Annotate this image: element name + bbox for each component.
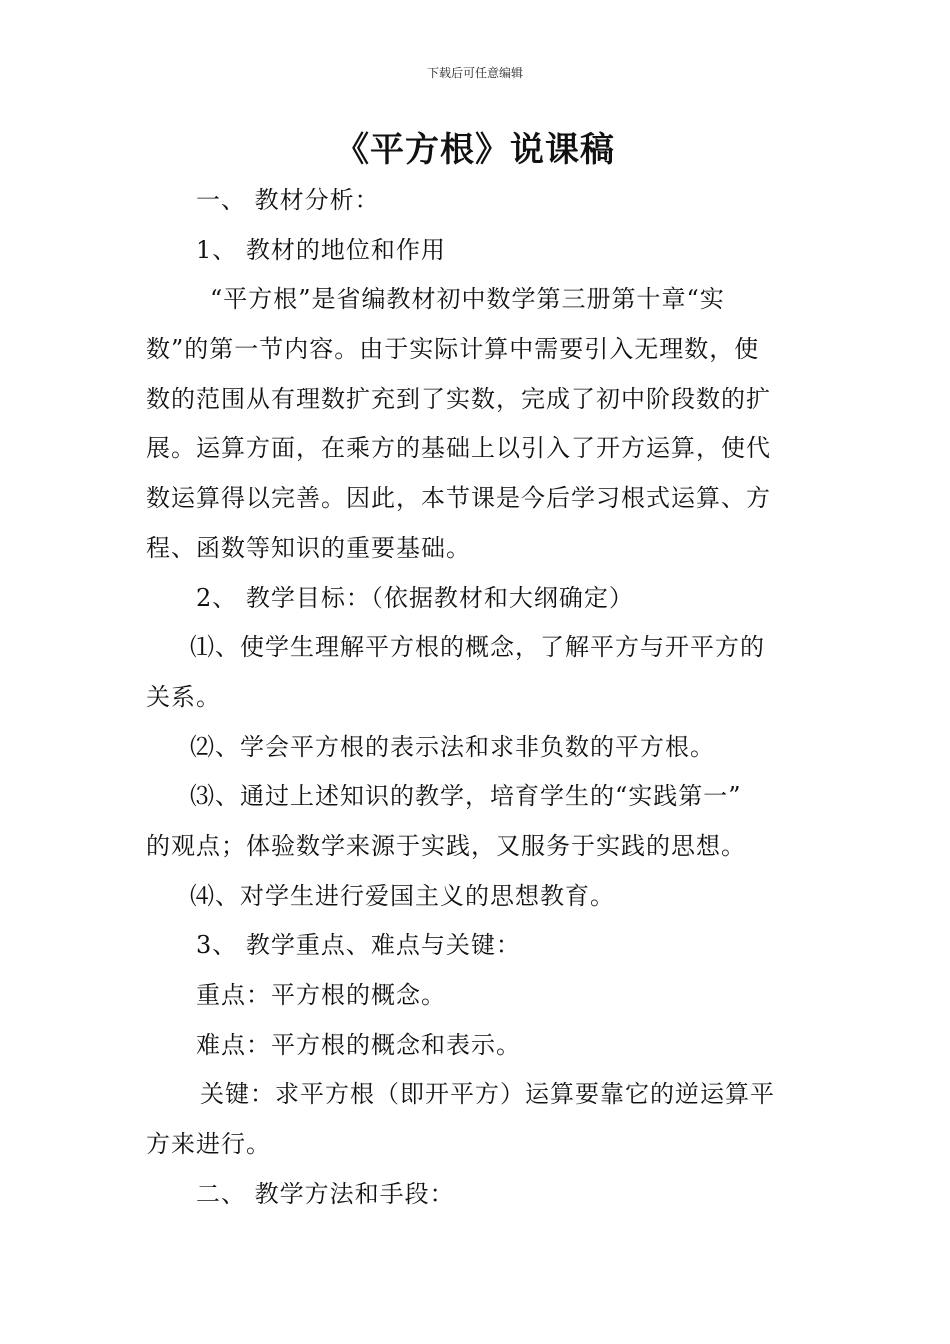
header-note: 下载后可任意编辑 <box>426 66 523 80</box>
list-item: ⑵、学会平方根的表示法和求非负数的平方根。 <box>190 732 715 761</box>
subsection-heading-1: 1、 教材的地位和作用 <box>196 235 446 264</box>
subsection-heading-2: 2、 教学目标：（依据教材和大纲确定） <box>196 583 634 612</box>
difficulty-line: 难点：平方根的概念和表示。 <box>196 1030 521 1059</box>
paragraph-line: “平方根”是省编教材初中数学第三册第十章“实 <box>210 285 725 314</box>
paragraph-line: 展。运算方面，在乘方的基础上以引入了开方运算，使代 <box>146 434 771 463</box>
key-line: 关键：求平方根（即开平方）运算要靠它的逆运算平 <box>200 1080 775 1109</box>
list-item-continuation: 的观点；体验数学来源于实践，又服务于实践的思想。 <box>146 831 746 860</box>
document-title: 《平方根》说课稿 <box>335 130 615 170</box>
paragraph-line: 数运算得以完善。因此，本节课是今后学习根式运算、方 <box>146 484 771 513</box>
key-line-continuation: 方来进行。 <box>146 1130 271 1159</box>
document-body <box>146 176 806 1219</box>
subsection-heading-3: 3、 教学重点、难点与关键： <box>196 931 521 960</box>
list-item: ⑴、使学生理解平方根的概念，了解平方与开平方的 <box>190 633 765 662</box>
section-heading-2: 二、 教学方法和手段： <box>196 1179 455 1208</box>
section-heading-1: 一、 教材分析： <box>196 186 380 214</box>
paragraph-line: 程、函数等知识的重要基础。 <box>146 533 471 562</box>
key-point-line: 重点：平方根的概念。 <box>196 981 446 1009</box>
list-item: ⑷、对学生进行爱国主义的思想教育。 <box>190 881 615 910</box>
list-item: ⑶、通过上述知识的教学，培育学生的“实践第一” <box>190 782 742 811</box>
paragraph-line: 数的范围从有理数扩充到了实数，完成了初中阶段数的扩 <box>146 384 771 413</box>
paragraph-line: 数”的第一节内容。由于实际计算中需要引入无理数，使 <box>146 335 760 364</box>
list-item-continuation: 关系。 <box>146 682 221 711</box>
